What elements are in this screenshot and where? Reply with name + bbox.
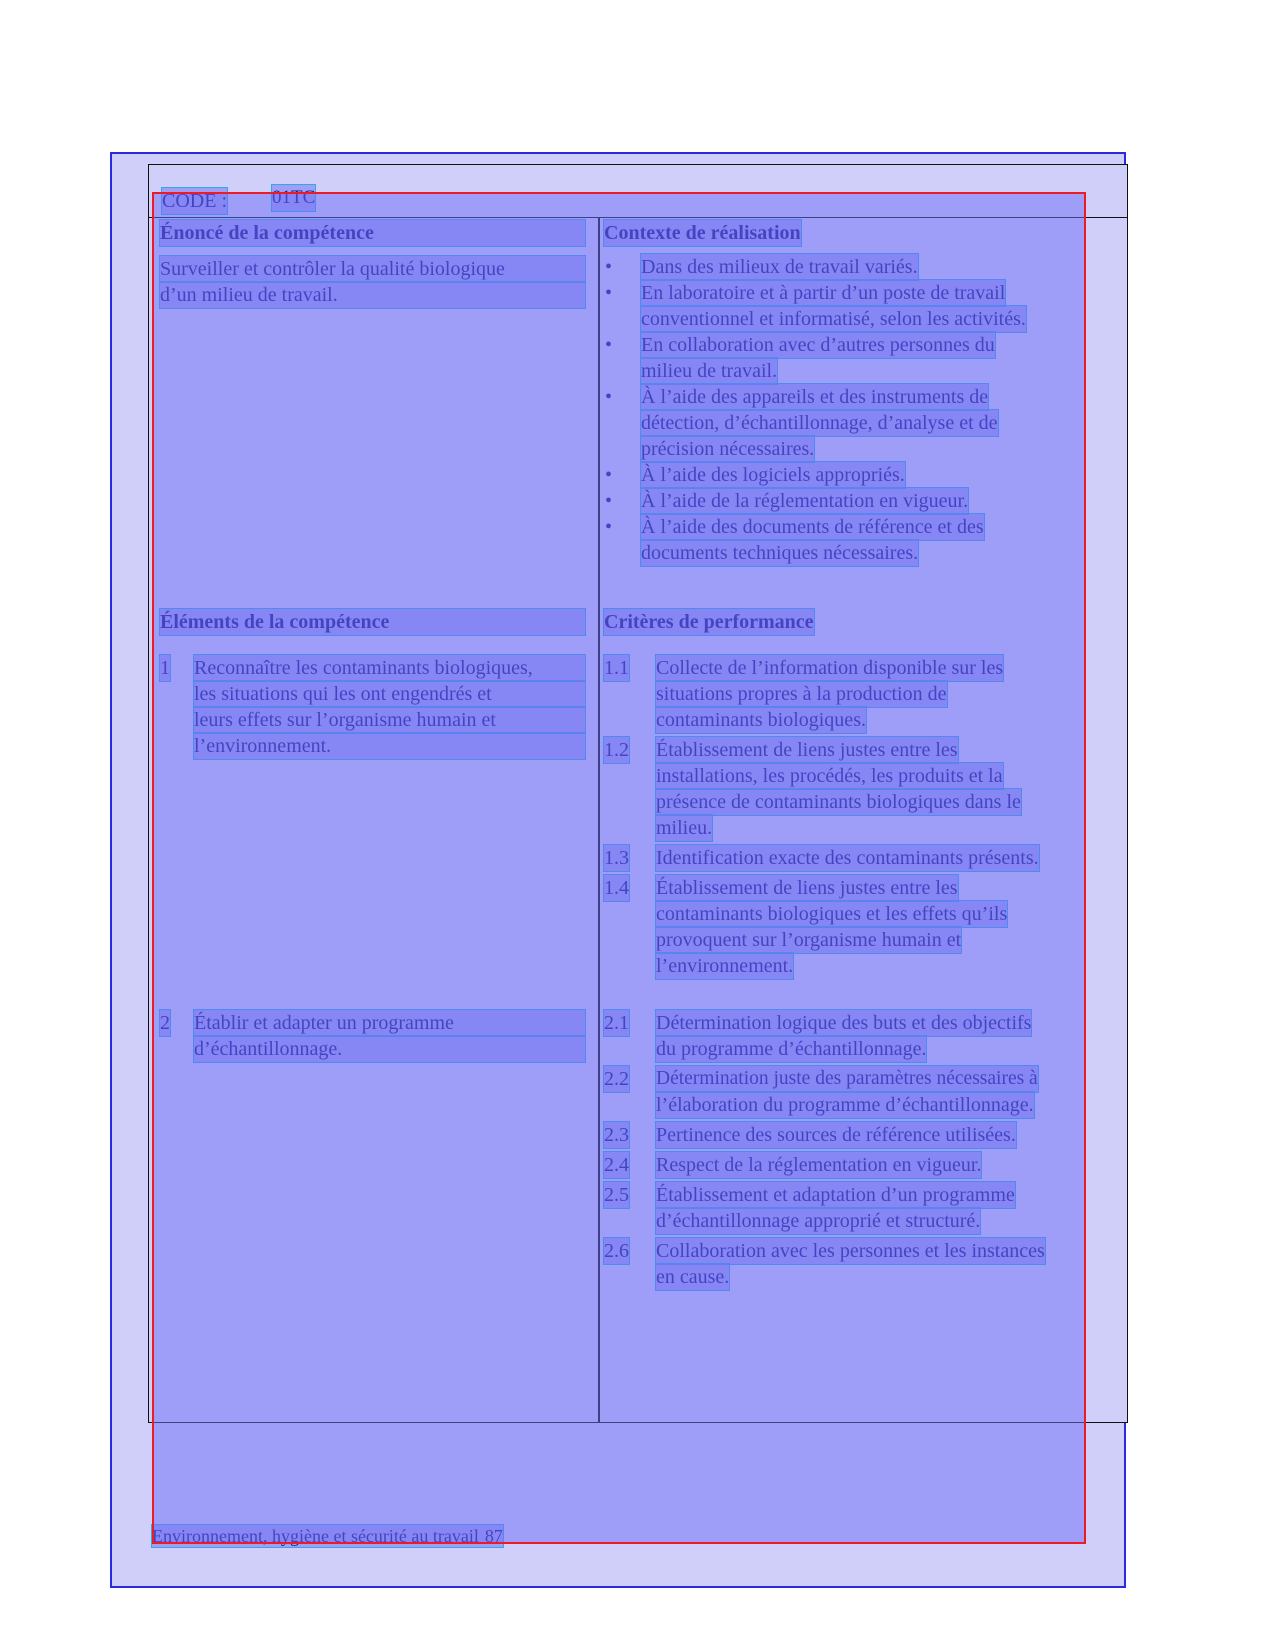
selection-overlay (152, 192, 1086, 1544)
